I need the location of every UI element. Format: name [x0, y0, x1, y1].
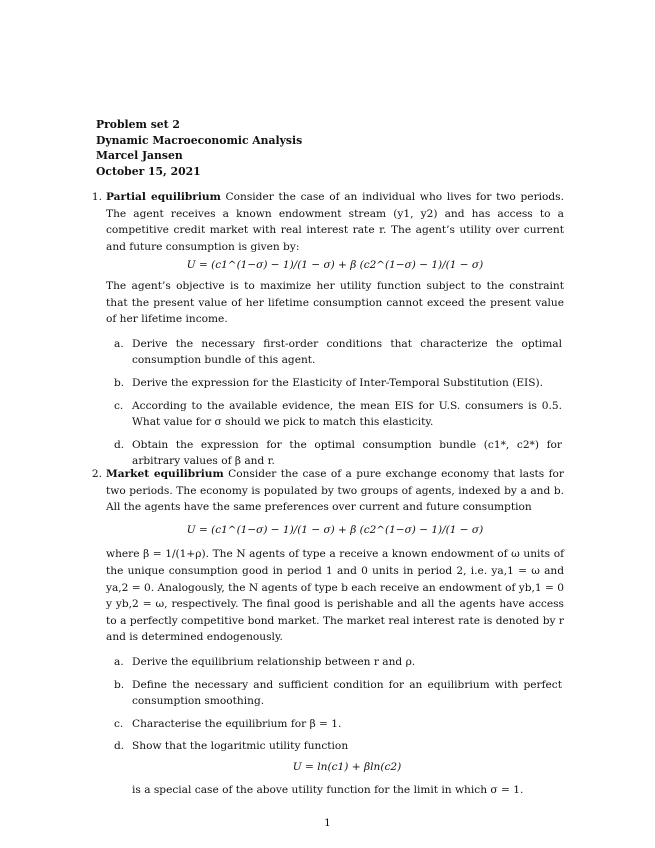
problem-1-objective: The agent’s objective is to maximize her utility function subject to the constraint that the present value of her lifetime consumption cannot exceed the present value of her lifetime income. [106, 279, 564, 326]
problem-2-number: 2. [91, 468, 102, 480]
header-course: Dynamic Macroeconomic Analysis [96, 133, 303, 147]
subquestion-1a: a. Derive the necessary first-order conditions that characterize the optimal consumption bundle of this agent. [114, 337, 562, 367]
problem-1-equation-text: U = (c1^(1−σ) − 1)/(1 − σ) + β (c2^(1−σ) − 1)/(1 − σ) [186, 259, 484, 272]
problem-2-equation-text: U = (c1^(1−σ) − 1)/(1 − σ) + β (c2^(1−σ) − 1)/(1 − σ) [186, 523, 484, 536]
subquestion-1b: b. Derive the expression for the Elasticity of Inter-Temporal Substitution (EIS). [114, 376, 544, 389]
problem-2-utility-equation [106, 522, 564, 539]
subquestion-2a: a. Derive the equilibrium relationship between r and ρ. [114, 655, 416, 668]
problem-1-title: Partial equilibrium [106, 191, 221, 203]
problem-1-subquestions [106, 336, 564, 470]
header-date: October 15, 2021 [96, 164, 201, 178]
subquestion-2b: b. Define the necessary and sufficient condition for an equilibrium with perfect consumption smoothing. [114, 678, 562, 708]
problem-2-body: where β = 1/(1+ρ). The N agents of type a receive a known endowment of ω units of the unique consumption good in period 1 and 0 units in period 2, i.e. ya,1 = ω and ya,2 = 0. Analogously, the N agents of type b each receive an endowment of yb,1 = 0 y yb,2 = ω, respectively. The final good is perishable and all the agents have access to a perfectly competitive bond market. The market real interest rate is denoted by r and is determined endogenously. [106, 548, 564, 644]
problem-2-intro-paragraph [106, 466, 564, 516]
subquestion-2d: d. Show that the logaritmic utility function U = ln(c1) + βln(c2) is a special case of the above utility function for the limit in which σ = 1. [106, 738, 562, 798]
problem-1-number: 1. [91, 191, 102, 203]
problem-2-intro: Consider the case of a pure exchange economy that lasts for two periods. The economy is populated by two groups of agents, indexed by a and b. All the agents have the same preferences over current and future consumption [106, 468, 565, 514]
problem-2-subquestions [106, 654, 564, 798]
problem-1-utility-equation [106, 257, 564, 274]
subquestion-1c: c. According to the available evidence, the mean EIS for U.S. consumers is 0.5. What value for σ should we pick to match this elasticity. [114, 399, 562, 429]
problem-1-intro-paragraph [106, 189, 564, 255]
subquestion-1d: d. Obtain the expression for the optimal consumption bundle (c1*, c2*) for arbitrary values of β and r. [114, 438, 562, 468]
problem-2 [78, 466, 564, 804]
header-author: Marcel Jansen [96, 149, 183, 162]
page-number: 1 [324, 817, 331, 829]
subquestion-2d-closing: is a special case of the above utility function for the limit in which σ = 1. [132, 783, 524, 796]
log-utility-equation: U = ln(c1) + βln(c2) [292, 760, 402, 773]
problem-2-title: Market equilibrium [106, 468, 224, 480]
document-header [96, 117, 302, 179]
problem-1-intro: Consider the case of an individual who lives for two periods. The agent receives a known endowment stream (y1, y2) and has access to a competitive credit market with real interest rate r. The agent’s utility over current and future consumption is given by: [106, 191, 564, 253]
subquestion-2c: c. Characterise the equilibrium for β = 1. [114, 717, 342, 730]
header-problem-set: Problem set 2 [96, 118, 180, 131]
problem-1 [78, 189, 564, 476]
